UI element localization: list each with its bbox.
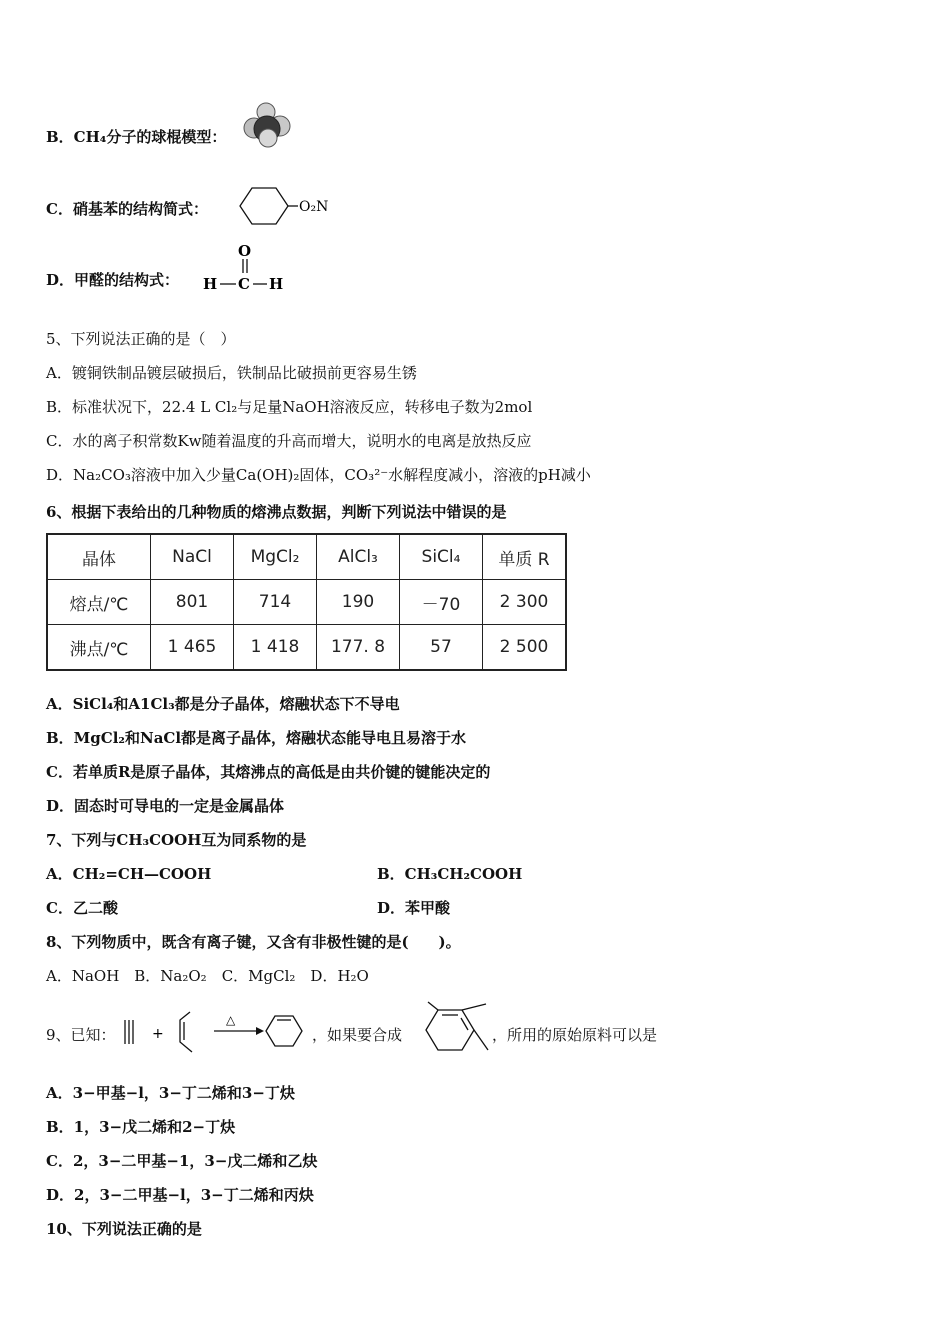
q9-suffix: ，所用的原始原料可以是 bbox=[492, 1026, 658, 1044]
melting-boiling-table bbox=[46, 533, 567, 671]
methane-ball-model-icon bbox=[244, 98, 294, 150]
svg-text:C: C bbox=[238, 275, 250, 293]
table-cell: NaCl bbox=[151, 534, 234, 580]
q5-option-d: D．Na₂CO₃溶液中加入少量Ca(OH)₂固体，CO₃²⁻水解程度减小，溶液的pH减小 bbox=[46, 466, 591, 484]
q6-option-a: A．SiCl₄和A1Cl₃都是分子晶体，熔融状态下不导电 bbox=[46, 695, 400, 713]
svg-text:O: O bbox=[238, 242, 252, 260]
table-cell: 沸点/℃ bbox=[47, 625, 151, 671]
heat-delta: △ bbox=[226, 1013, 236, 1027]
table-cell: 熔点/℃ bbox=[47, 580, 151, 625]
table-cell: 2 500 bbox=[483, 625, 567, 671]
q9-option-c: C．2，3−二甲基−1，3−戊二烯和乙炔 bbox=[46, 1152, 318, 1170]
q10-stem: 10、下列说法正确的是 bbox=[46, 1220, 202, 1238]
nitrobenzene-structure-icon bbox=[228, 186, 328, 226]
formaldehyde-structure-icon bbox=[200, 240, 290, 296]
table-row bbox=[47, 625, 566, 671]
target-dimethylcyclohexadiene-icon bbox=[406, 1002, 496, 1058]
table-cell: 2 300 bbox=[483, 580, 567, 625]
table-cell: 714 bbox=[234, 580, 317, 625]
table-cell: AlCl₃ bbox=[317, 534, 400, 580]
q6-option-b: B．MgCl₂和NaCl都是离子晶体，熔融状态能导电且易溶于水 bbox=[46, 729, 467, 747]
q9-option-d: D．2，3−二甲基−l，3−丁二烯和丙炔 bbox=[46, 1186, 314, 1204]
table-cell: SiCl₄ bbox=[400, 534, 483, 580]
nitro-group-label: O₂N bbox=[299, 199, 329, 215]
table-cell: －70 bbox=[400, 580, 483, 625]
table-cell: 801 bbox=[151, 580, 234, 625]
plus-sign: + bbox=[152, 1026, 164, 1042]
q5-option-b: B．标准状况下，22.4 L Cl₂与足量NaOH溶液反应，转移电子数为2mol bbox=[46, 398, 533, 416]
table-cell: 晶体 bbox=[47, 534, 151, 580]
q6-option-c: C．若单质R是原子晶体，其熔沸点的高低是由共价键的键能决定的 bbox=[46, 763, 491, 781]
q7-stem: 7、下列与CH₃COOH互为同系物的是 bbox=[46, 831, 307, 849]
q5-option-a: A．镀铜铁制品镀层破损后，铁制品比破损前更容易生锈 bbox=[46, 364, 417, 382]
table-cell: 190 bbox=[317, 580, 400, 625]
q7-option-b: B．CH₃CH₂COOH bbox=[377, 865, 523, 883]
q9-mid: ，如果要合成 bbox=[312, 1026, 403, 1044]
q8-stem: 8、下列物质中，既含有离子键，又含有非极性键的是( )。 bbox=[46, 933, 461, 951]
q4-option-b: B．CH₄分子的球棍模型： bbox=[46, 128, 227, 146]
q9-option-b: B．1，3−戊二烯和2−丁炔 bbox=[46, 1118, 236, 1136]
table-row bbox=[47, 580, 566, 625]
table-cell: 单质 R bbox=[483, 534, 567, 580]
q6-option-d: D．固态时可导电的一定是金属晶体 bbox=[46, 797, 285, 815]
q9-prefix: 9、已知： bbox=[46, 1026, 116, 1044]
diels-alder-scheme-icon bbox=[120, 1006, 310, 1056]
q9-option-a: A．3−甲基−l，3−丁二烯和3−丁炔 bbox=[46, 1084, 295, 1102]
q5-option-c: C．水的离子积常数Kw随着温度的升高而增大，说明水的电离是放热反应 bbox=[46, 432, 532, 450]
q5-stem: 5、下列说法正确的是（ ） bbox=[46, 330, 236, 348]
svg-text:H: H bbox=[203, 275, 218, 293]
table-header-row bbox=[47, 534, 566, 580]
q7-option-a: A．CH₂=CH—COOH bbox=[46, 865, 212, 883]
q7-option-c: C．乙二酸 bbox=[46, 899, 118, 917]
q6-stem: 6、根据下表给出的几种物质的熔沸点数据，判断下列说法中错误的是 bbox=[46, 503, 507, 521]
table-cell: 177. 8 bbox=[317, 625, 400, 671]
table-cell: 1 418 bbox=[234, 625, 317, 671]
table-cell: 57 bbox=[400, 625, 483, 671]
svg-text:H: H bbox=[269, 275, 284, 293]
table-cell: 1 465 bbox=[151, 625, 234, 671]
q8-options: A．NaOH B．Na₂O₂ C．MgCl₂ D．H₂O bbox=[46, 967, 369, 985]
table-cell: MgCl₂ bbox=[234, 534, 317, 580]
q4-option-c: C．硝基苯的结构简式： bbox=[46, 200, 208, 218]
q7-option-d: D．苯甲酸 bbox=[377, 899, 451, 917]
q4-option-d: D．甲醛的结构式： bbox=[46, 271, 180, 289]
